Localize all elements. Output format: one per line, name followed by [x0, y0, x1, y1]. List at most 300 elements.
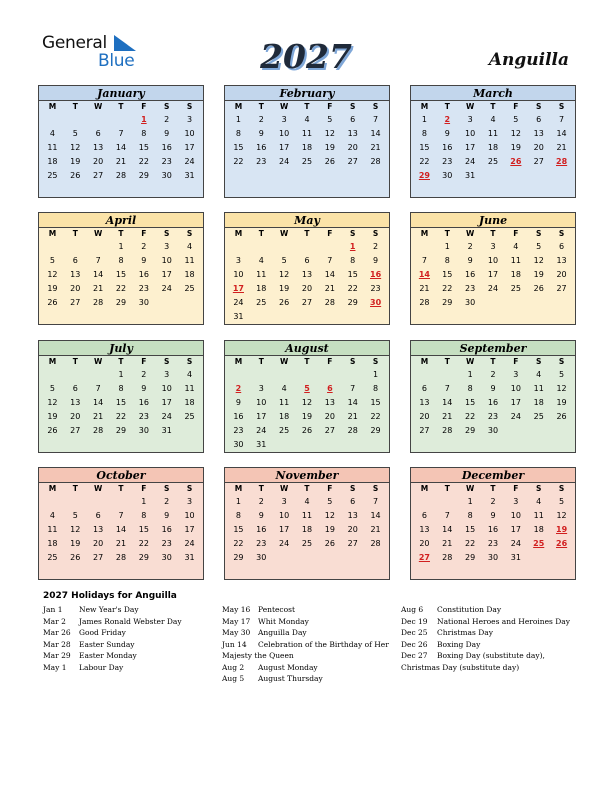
day-cell: 20 — [301, 284, 313, 293]
month-july — [38, 340, 204, 453]
day-grid — [39, 356, 203, 438]
weekday-header: S — [186, 102, 193, 111]
weekday-header: T — [72, 484, 78, 493]
holiday-date: Jan 1 — [43, 605, 63, 614]
day-cell: 15 — [419, 143, 430, 152]
day-cell: 19 — [324, 525, 335, 534]
day-cell: 7 — [327, 256, 333, 265]
weekday-header: F — [327, 102, 333, 111]
day-cell: 14 — [324, 270, 335, 279]
weekday-header: T — [490, 229, 496, 238]
day-cell: 17 — [279, 143, 290, 152]
weekday-header: T — [118, 102, 124, 111]
day-cell: 13 — [93, 143, 104, 152]
day-cell: 13 — [70, 270, 81, 279]
holiday-day: 19 — [556, 525, 568, 534]
weekday-header: S — [186, 484, 193, 493]
day-cell: 26 — [279, 298, 290, 307]
day-cell: 20 — [93, 539, 104, 548]
day-cell: 1 — [118, 370, 124, 379]
day-cell: 27 — [533, 157, 544, 166]
holiday-date: Dec 26 — [401, 639, 428, 649]
day-cell: 16 — [487, 525, 499, 534]
day-cell: 3 — [490, 242, 496, 251]
day-cell: 17 — [184, 143, 195, 152]
day-cell: 4 — [49, 511, 55, 520]
day-cell: 28 — [442, 553, 453, 562]
day-cell: 1 — [373, 370, 379, 379]
month-october — [38, 467, 204, 580]
day-cell: 22 — [442, 284, 453, 293]
weekday-header: S — [536, 357, 542, 366]
day-grid — [225, 483, 389, 565]
day-cell: 6 — [72, 384, 78, 393]
holiday-entry — [222, 650, 389, 662]
holiday-entry — [43, 639, 182, 651]
day-cell: 5 — [327, 497, 333, 506]
weekday-header: S — [372, 357, 379, 366]
day-cell: 1 — [141, 497, 147, 506]
day-cell: 14 — [370, 129, 381, 138]
day-cell: 20 — [556, 270, 567, 279]
day-cell: 26 — [70, 553, 81, 562]
empty-cell — [318, 368, 341, 382]
day-cell: 4 — [49, 129, 55, 138]
holiday-day: 29 — [418, 171, 430, 180]
day-cell: 15 — [370, 398, 381, 407]
day-cell: 12 — [556, 511, 567, 520]
weekday-header: M — [234, 102, 243, 111]
day-cell: 1 — [235, 497, 241, 506]
logo-word-blue: Blue — [98, 51, 135, 71]
day-grid — [411, 228, 575, 310]
day-cell: 26 — [70, 171, 81, 180]
month-april — [38, 212, 204, 325]
weekday-header: F — [327, 484, 333, 493]
weekday-header: F — [327, 357, 333, 366]
day-cell: 3 — [187, 497, 193, 506]
holiday-name: August Thursday — [258, 674, 323, 683]
holiday-name: Celebration of the Birthday of Her — [258, 639, 389, 649]
weekday-header: S — [372, 102, 379, 111]
empty-cell — [250, 240, 273, 254]
day-cell: 23 — [487, 412, 499, 421]
day-cell: 16 — [442, 143, 453, 152]
weekday-header: S — [372, 484, 379, 493]
day-cell: 26 — [324, 157, 335, 166]
holiday-date: May 17 — [222, 616, 251, 626]
weekday-header: S — [372, 229, 379, 238]
day-cell: 21 — [442, 539, 453, 548]
day-cell: 14 — [556, 129, 567, 138]
day-cell: 2 — [164, 497, 170, 506]
weekday-header: T — [258, 229, 264, 238]
day-cell: 19 — [70, 539, 81, 548]
day-cell: 1 — [235, 115, 241, 124]
day-cell: 13 — [93, 525, 104, 534]
holiday-date: Dec 25 — [401, 628, 428, 637]
day-cell: 21 — [370, 525, 381, 534]
day-cell: 7 — [118, 129, 124, 138]
day-cell: 1 — [467, 497, 473, 506]
day-cell: 19 — [279, 284, 290, 293]
day-cell: 9 — [373, 256, 379, 265]
day-cell: 29 — [465, 553, 476, 562]
day-cell: 8 — [444, 256, 450, 265]
month-august — [224, 340, 390, 453]
day-cell: 22 — [233, 157, 244, 166]
weekday-header: W — [465, 102, 475, 111]
month-title: May — [225, 213, 389, 228]
day-cell: 31 — [510, 553, 521, 562]
day-cell: 19 — [47, 284, 58, 293]
day-cell: 31 — [465, 171, 476, 180]
day-cell: 8 — [467, 511, 473, 520]
day-cell: 17 — [161, 270, 172, 279]
day-cell: 12 — [533, 256, 544, 265]
day-cell: 17 — [184, 525, 195, 534]
day-cell: 26 — [47, 426, 58, 435]
day-cell: 15 — [465, 398, 476, 407]
day-cell: 2 — [258, 497, 264, 506]
day-cell: 28 — [115, 171, 127, 180]
day-cell: 2 — [164, 115, 170, 124]
day-cell: 24 — [233, 298, 244, 307]
day-cell: 12 — [47, 270, 58, 279]
day-cell: 20 — [70, 284, 81, 293]
day-cell: 19 — [533, 270, 544, 279]
holiday-name: August Monday — [258, 662, 318, 672]
weekday-header: W — [93, 229, 103, 238]
day-cell: 9 — [258, 511, 264, 520]
holiday-entry — [43, 662, 182, 674]
weekday-header: W — [465, 484, 475, 493]
day-cell: 10 — [184, 129, 195, 138]
weekday-header: W — [465, 357, 475, 366]
holiday-day: 16 — [370, 270, 382, 279]
day-cell: 12 — [556, 384, 567, 393]
day-cell: 16 — [233, 412, 244, 421]
day-cell: 18 — [279, 412, 290, 421]
day-cell: 9 — [164, 511, 170, 520]
day-cell: 11 — [301, 129, 313, 138]
day-cell: 19 — [510, 143, 521, 152]
day-cell: 25 — [533, 412, 544, 421]
day-cell: 1 — [467, 370, 473, 379]
weekday-header: T — [258, 484, 264, 493]
weekday-header: T — [304, 357, 310, 366]
empty-cell — [413, 240, 436, 254]
day-cell: 22 — [115, 284, 127, 293]
empty-cell — [436, 495, 459, 509]
holiday-date: Dec 27 — [401, 651, 428, 660]
day-cell: 25 — [301, 539, 313, 548]
day-cell: 27 — [301, 298, 313, 307]
weekday-header: M — [420, 229, 429, 238]
day-cell: 10 — [510, 511, 521, 520]
day-cell: 17 — [487, 270, 499, 279]
day-cell: 21 — [442, 412, 453, 421]
day-cell: 14 — [93, 398, 104, 407]
weekday-header: S — [164, 357, 170, 366]
day-cell: 3 — [281, 115, 287, 124]
holiday-name: Easter Sunday — [79, 639, 135, 649]
day-cell: 14 — [442, 525, 453, 534]
day-cell: 28 — [324, 298, 335, 307]
day-cell: 13 — [347, 129, 358, 138]
weekday-header: T — [258, 357, 264, 366]
day-grid — [411, 483, 575, 565]
day-cell: 28 — [93, 426, 104, 435]
day-cell: 11 — [47, 143, 58, 152]
day-cell: 30 — [161, 553, 172, 562]
day-cell: 23 — [233, 426, 244, 435]
month-january — [38, 85, 204, 198]
day-cell: 25 — [47, 553, 58, 562]
day-cell: 29 — [115, 426, 127, 435]
day-cell: 7 — [421, 256, 427, 265]
month-september — [410, 340, 576, 453]
empty-cell — [227, 368, 250, 382]
day-cell: 12 — [301, 398, 313, 407]
day-cell: 12 — [324, 129, 335, 138]
holiday-name: Pentecost — [258, 605, 296, 614]
empty-cell — [110, 495, 133, 509]
weekday-header: S — [164, 484, 170, 493]
month-june — [410, 212, 576, 325]
weekday-header: S — [350, 357, 356, 366]
day-cell: 17 — [256, 412, 267, 421]
holiday-name: National Heroes and Heroines Day — [437, 616, 570, 626]
day-cell: 24 — [161, 412, 172, 421]
day-cell: 23 — [138, 412, 149, 421]
day-cell: 1 — [118, 242, 124, 251]
day-cell: 18 — [184, 270, 195, 279]
day-grid — [225, 356, 389, 452]
day-cell: 11 — [184, 256, 195, 265]
day-cell: 24 — [510, 539, 521, 548]
day-cell: 25 — [279, 426, 290, 435]
weekday-header: T — [72, 102, 78, 111]
holiday-date: May 1 — [43, 662, 67, 672]
day-cell: 15 — [347, 270, 358, 279]
day-cell: 29 — [115, 298, 127, 307]
weekday-header: W — [279, 229, 289, 238]
day-cell: 6 — [72, 256, 78, 265]
weekday-header: T — [444, 357, 450, 366]
holiday-date: May 16 — [222, 605, 251, 614]
holidays-column-2 — [222, 604, 389, 685]
day-cell: 22 — [233, 539, 244, 548]
day-cell: 16 — [161, 525, 172, 534]
weekday-header: W — [465, 229, 475, 238]
weekday-header: T — [304, 484, 310, 493]
holiday-name: Majesty the Queen — [222, 651, 294, 660]
day-cell: 7 — [559, 115, 565, 124]
day-cell: 4 — [513, 242, 519, 251]
day-cell: 10 — [510, 384, 521, 393]
day-cell: 3 — [235, 256, 241, 265]
day-cell: 29 — [138, 171, 149, 180]
day-cell: 22 — [465, 539, 476, 548]
holiday-day: 17 — [232, 284, 244, 293]
day-cell: 16 — [256, 525, 267, 534]
empty-cell — [87, 113, 110, 127]
holiday-day: 1 — [141, 115, 147, 124]
day-cell: 26 — [556, 412, 567, 421]
day-cell: 5 — [513, 115, 519, 124]
day-cell: 28 — [347, 426, 358, 435]
weekday-header: T — [258, 102, 264, 111]
day-cell: 17 — [510, 525, 521, 534]
month-title: March — [411, 86, 575, 101]
day-cell: 16 — [465, 270, 476, 279]
day-cell: 20 — [419, 412, 430, 421]
day-cell: 2 — [490, 370, 496, 379]
day-cell: 25 — [510, 284, 521, 293]
day-cell: 14 — [93, 270, 104, 279]
weekday-header: S — [558, 229, 565, 238]
day-cell: 27 — [347, 157, 358, 166]
day-cell: 22 — [419, 157, 430, 166]
empty-cell — [341, 368, 364, 382]
empty-cell — [41, 368, 64, 382]
day-cell: 29 — [465, 426, 476, 435]
holiday-day: 2 — [444, 115, 451, 124]
holiday-entry — [43, 650, 182, 662]
month-title: July — [39, 341, 203, 356]
day-cell: 23 — [161, 157, 172, 166]
day-cell: 18 — [533, 398, 544, 407]
day-cell: 9 — [467, 256, 473, 265]
day-cell: 4 — [304, 115, 310, 124]
holiday-name: Christmas Day — [437, 628, 493, 637]
day-cell: 20 — [70, 412, 81, 421]
empty-cell — [250, 368, 273, 382]
day-cell: 25 — [301, 157, 313, 166]
day-cell: 8 — [467, 384, 473, 393]
weekday-header: W — [93, 357, 103, 366]
day-cell: 8 — [235, 511, 241, 520]
day-cell: 30 — [161, 171, 172, 180]
day-cell: 4 — [187, 370, 193, 379]
day-grid — [39, 228, 203, 310]
day-cell: 6 — [95, 511, 101, 520]
day-cell: 21 — [419, 284, 430, 293]
holiday-date: Dec 19 — [401, 616, 428, 626]
day-cell: 26 — [47, 298, 58, 307]
day-cell: 13 — [324, 398, 335, 407]
day-cell: 25 — [487, 157, 499, 166]
day-cell: 13 — [556, 256, 567, 265]
weekday-header: S — [186, 229, 193, 238]
day-cell: 3 — [164, 242, 170, 251]
day-cell: 29 — [442, 298, 453, 307]
day-cell: 7 — [118, 511, 124, 520]
holiday-day: 26 — [556, 539, 568, 548]
day-cell: 31 — [184, 171, 195, 180]
day-cell: 14 — [370, 511, 381, 520]
day-cell: 9 — [141, 256, 147, 265]
day-cell: 28 — [93, 298, 104, 307]
weekday-header: T — [490, 484, 496, 493]
holiday-name: Boxing Day (substitute day), — [437, 651, 545, 660]
day-grid — [411, 101, 575, 183]
day-cell: 11 — [279, 398, 290, 407]
day-cell: 29 — [233, 553, 244, 562]
day-cell: 11 — [533, 384, 544, 393]
day-cell: 19 — [324, 143, 335, 152]
day-cell: 11 — [301, 511, 313, 520]
day-cell: 8 — [373, 384, 379, 393]
weekday-header: F — [141, 102, 147, 111]
month-title: October — [39, 468, 203, 483]
holiday-day: 28 — [556, 157, 568, 166]
weekday-header: F — [513, 357, 519, 366]
holiday-date: Mar 28 — [43, 639, 71, 649]
holiday-name: Anguilla Day — [258, 628, 307, 637]
weekday-header: F — [141, 229, 147, 238]
day-cell: 8 — [235, 129, 241, 138]
weekday-header: M — [234, 484, 243, 493]
day-cell: 10 — [233, 270, 244, 279]
day-cell: 4 — [536, 497, 542, 506]
day-cell: 23 — [256, 539, 267, 548]
month-may — [224, 212, 390, 325]
logo-word-general: General — [42, 33, 107, 53]
day-cell: 11 — [256, 270, 267, 279]
day-cell: 13 — [347, 511, 358, 520]
day-cell: 2 — [467, 242, 473, 251]
day-cell: 31 — [233, 312, 244, 321]
day-grid — [225, 228, 389, 324]
month-february — [224, 85, 390, 198]
day-cell: 4 — [304, 497, 310, 506]
day-cell: 13 — [419, 398, 430, 407]
weekday-header: T — [72, 229, 78, 238]
weekday-header: T — [444, 229, 450, 238]
day-cell: 3 — [467, 115, 473, 124]
month-title: January — [39, 86, 203, 101]
day-cell: 8 — [118, 256, 124, 265]
weekday-header: T — [490, 357, 496, 366]
day-cell: 2 — [258, 115, 264, 124]
day-cell: 4 — [281, 384, 287, 393]
day-cell: 24 — [161, 284, 172, 293]
day-cell: 30 — [487, 426, 499, 435]
day-cell: 11 — [487, 129, 499, 138]
day-cell: 6 — [421, 511, 427, 520]
empty-cell — [296, 368, 319, 382]
day-cell: 22 — [347, 284, 358, 293]
day-cell: 15 — [442, 270, 453, 279]
empty-cell — [273, 368, 296, 382]
holiday-day: 2 — [235, 384, 242, 393]
month-title: November — [225, 468, 389, 483]
day-cell: 30 — [442, 171, 453, 180]
day-cell: 18 — [256, 284, 267, 293]
day-cell: 23 — [442, 157, 453, 166]
holiday-entry — [222, 604, 389, 616]
day-cell: 17 — [279, 525, 290, 534]
day-cell: 30 — [465, 298, 476, 307]
empty-cell — [64, 368, 87, 382]
holiday-day: 14 — [418, 270, 430, 279]
day-cell: 18 — [47, 157, 58, 166]
day-cell: 22 — [115, 412, 127, 421]
day-cell: 18 — [487, 143, 499, 152]
day-cell: 31 — [161, 426, 172, 435]
